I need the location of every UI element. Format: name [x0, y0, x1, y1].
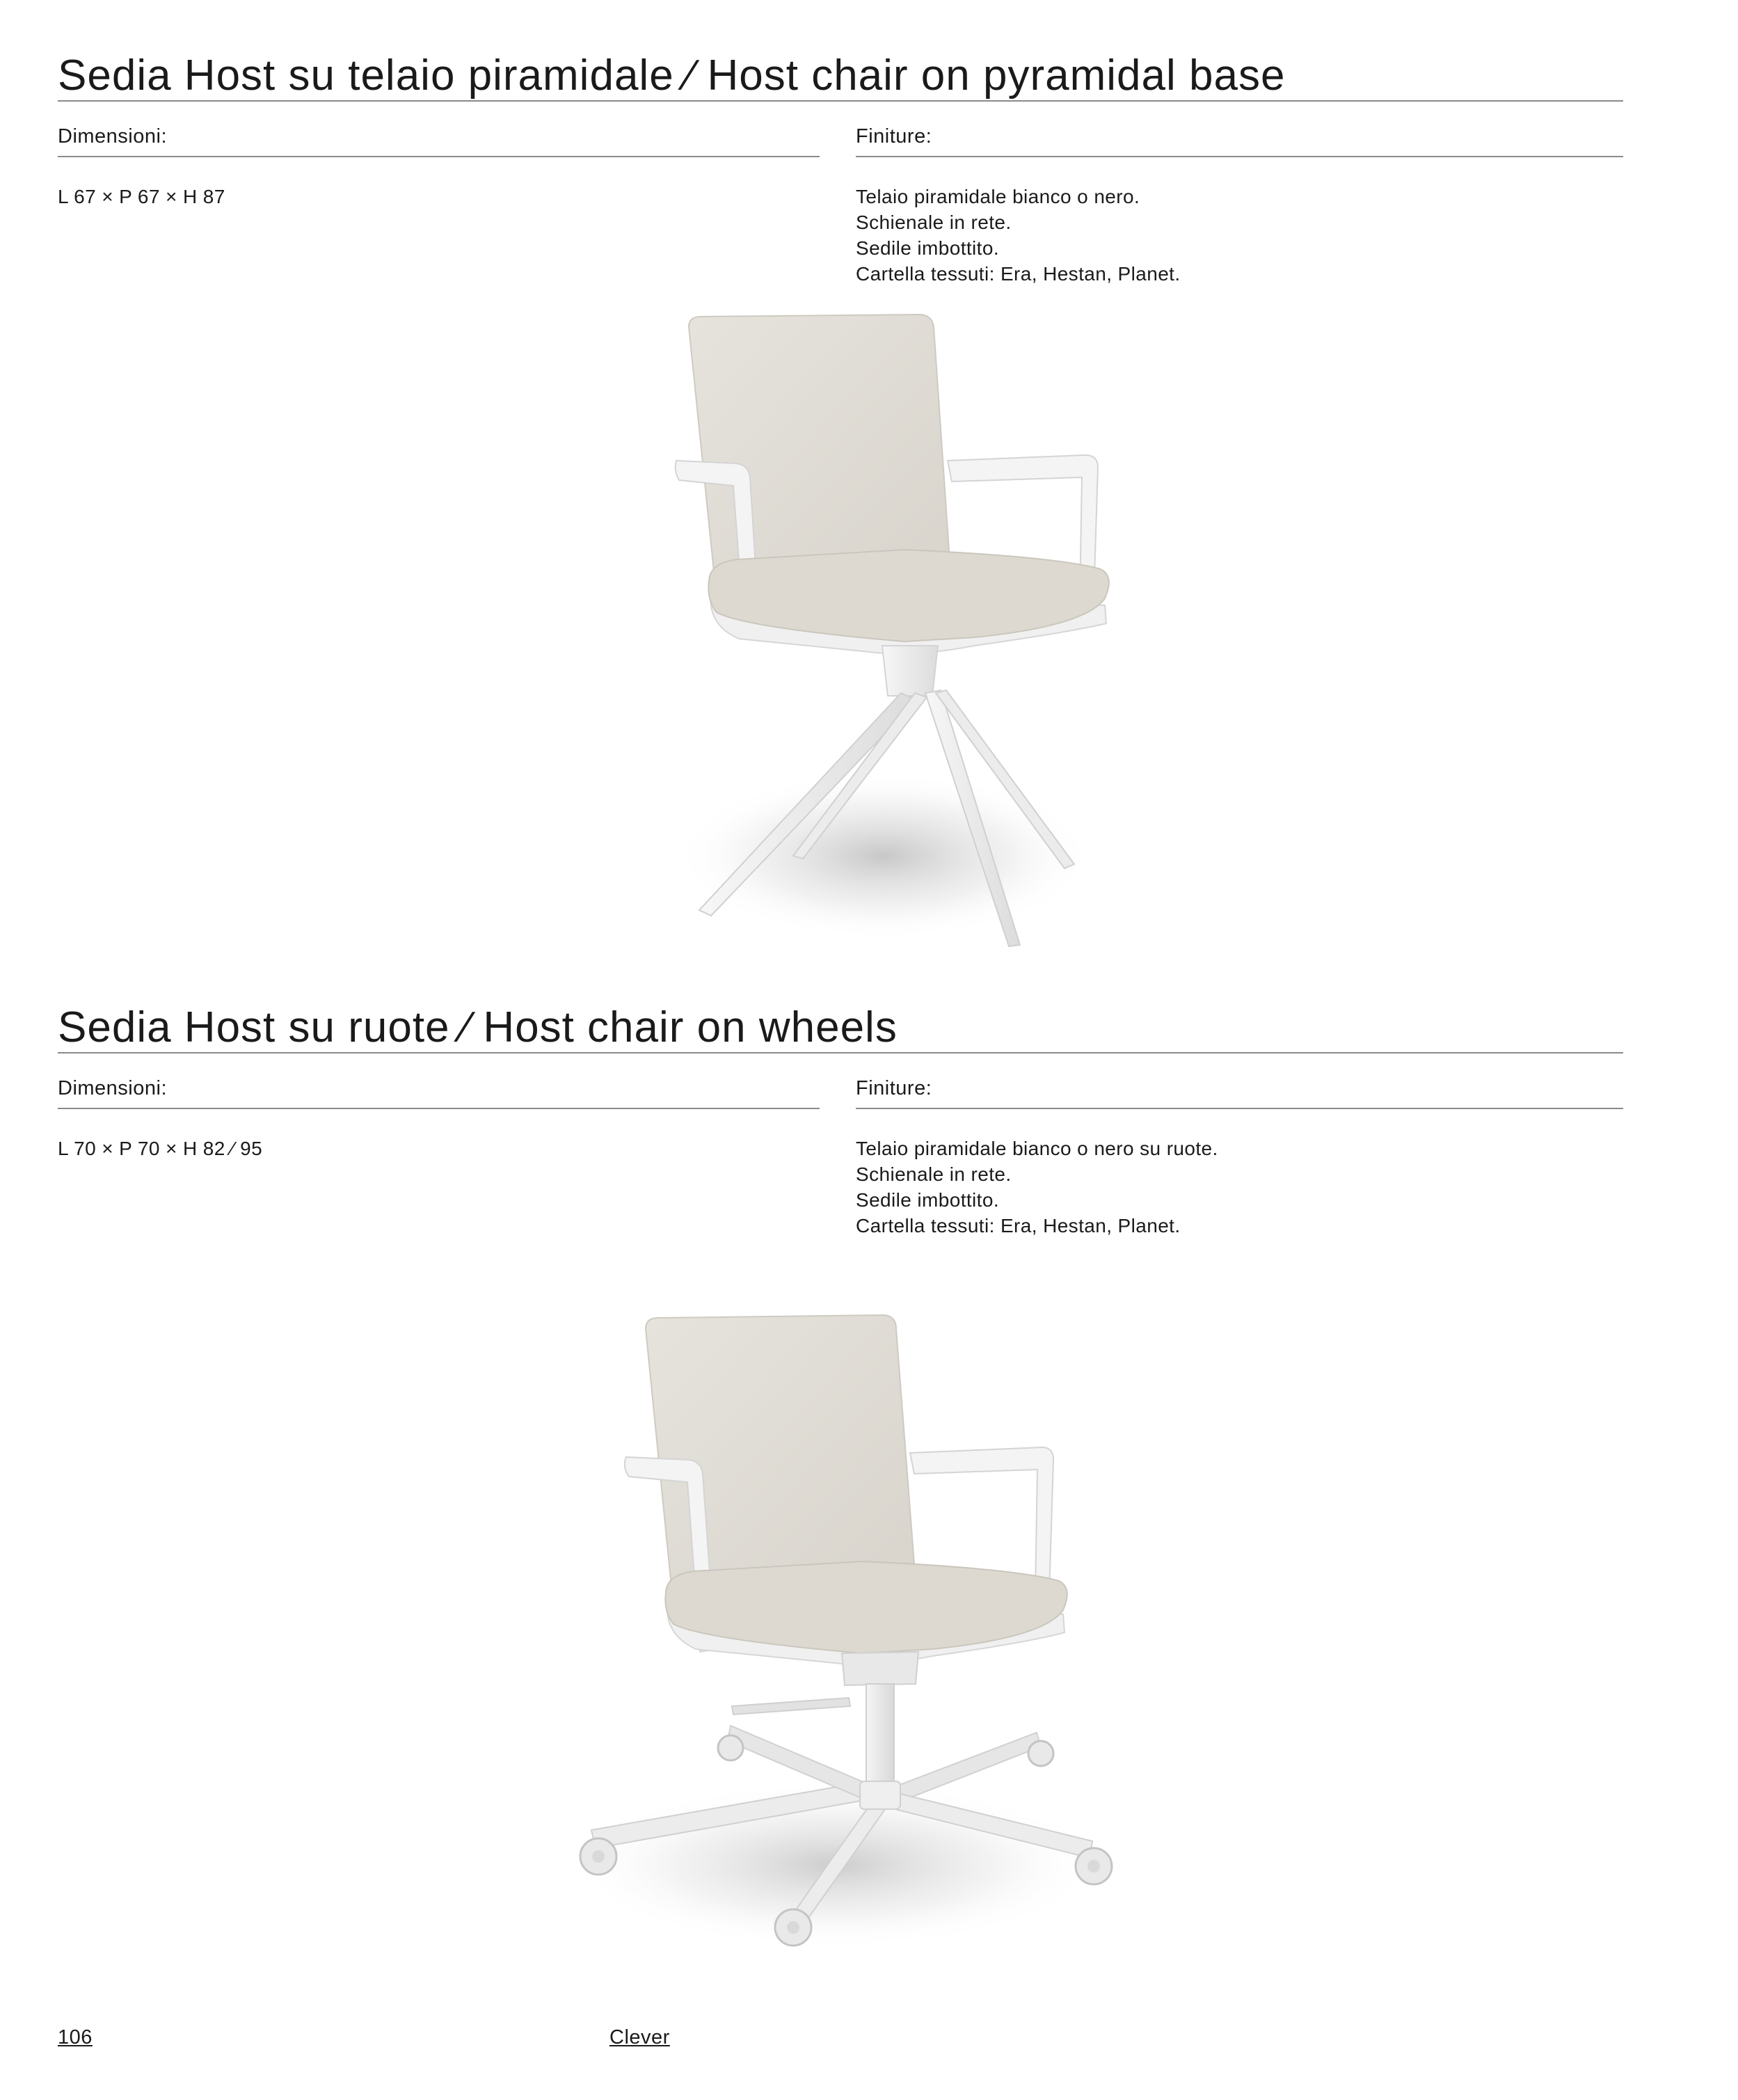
finish-item: Sedile imbottito.	[856, 237, 1000, 259]
finishes-divider	[856, 1108, 1623, 1109]
finishes-label: Finiture:	[856, 1077, 932, 1099]
finish-item: Schienale in rete.	[856, 1163, 1012, 1185]
finish-item: Cartella tessuti: Era, Hestan, Planet.	[856, 263, 1181, 285]
dimensions-label: Dimensioni:	[58, 125, 167, 148]
finish-item: Sedile imbottito.	[856, 1189, 1000, 1211]
dimensions-value: L 70 × P 70 × H 82 ⁄ 95	[58, 1138, 263, 1159]
product-title: Sedia Host su ruote ⁄ Host chair on wheels	[58, 1003, 898, 1051]
finish-item: Telaio piramidale bianco o nero su ruote.	[856, 1138, 1218, 1159]
finishes-list	[856, 1136, 1218, 1239]
dimensions-label: Dimensioni:	[58, 1077, 167, 1099]
dimensions-divider	[58, 156, 820, 157]
product-title: Sedia Host su telaio piramidale ⁄ Host chair on pyramidal base	[58, 51, 1286, 100]
dimensions-value: L 67 × P 67 × H 87	[58, 186, 225, 207]
title-divider	[58, 100, 1623, 102]
finishes-label: Finiture:	[856, 125, 932, 148]
finishes-divider	[856, 156, 1623, 157]
dimensions-divider	[58, 1108, 820, 1109]
chair-pyramidal-base-photo	[515, 306, 1225, 974]
finishes-list	[856, 184, 1181, 287]
finish-item: Cartella tessuti: Era, Hestan, Planet.	[856, 1215, 1181, 1236]
title-divider	[58, 1052, 1623, 1053]
page-number[interactable]: 106	[58, 2026, 93, 2049]
collection-link[interactable]: Clever	[609, 2026, 670, 2049]
finish-item: Schienale in rete.	[856, 212, 1012, 233]
finish-item: Telaio piramidale bianco o nero.	[856, 186, 1140, 207]
chair-on-wheels-photo	[487, 1301, 1225, 1969]
